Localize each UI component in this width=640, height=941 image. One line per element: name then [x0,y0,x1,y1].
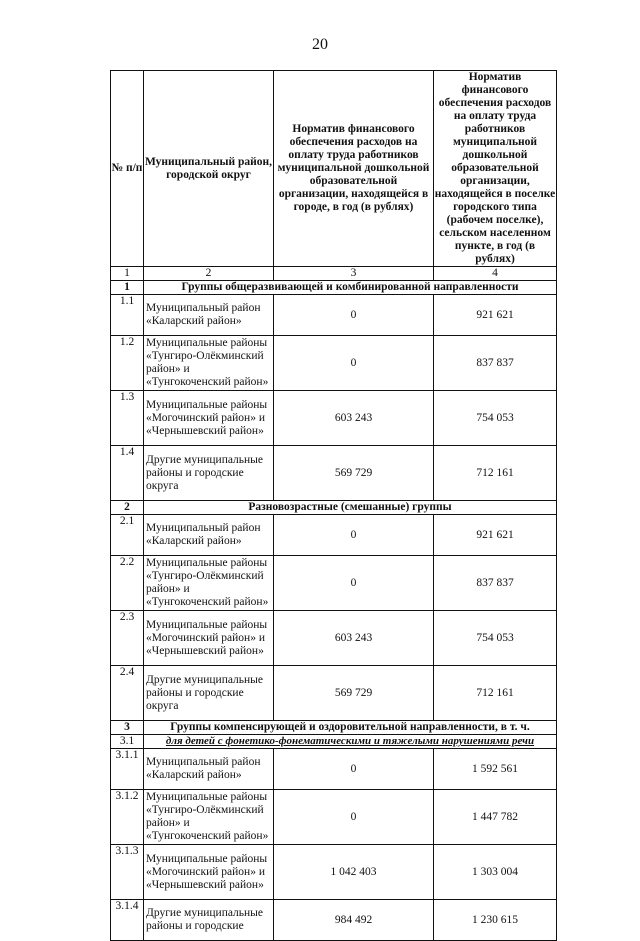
row-city-value: 0 [274,790,434,845]
row-city-value: 569 729 [274,446,434,501]
section-id: 2 [111,501,144,515]
row-village-value: 837 837 [434,336,557,391]
row-city-value: 1 042 403 [274,845,434,900]
subsection-id: 3.1 [111,735,144,749]
header-village: Норматив финансового обеспечения расходов на оплату труда работников муниципальной дошкольной образовательной организации, находящейся в поселке городского типа (рабочем поселке), сельском населенном пункте, в год (в рублях) [434,71,556,265]
table-row [111,845,557,900]
column-number-row [111,267,557,281]
row-district: Муниципальные районы «Тунгиро-Олёкминский район» и «Тунгокоченский район» [144,336,274,391]
row-id: 2.4 [111,666,144,721]
row-district: Муниципальные районы «Могочинский район» и «Чернышевский район» [144,845,274,900]
header-num: № п/п [111,71,144,267]
row-city-value: 0 [274,515,434,556]
table-row [111,295,557,336]
row-district: Муниципальные районы «Могочинский район» и «Чернышевский район» [144,611,274,666]
table-row [111,515,557,556]
section-row [111,281,557,295]
row-village-value: 1 592 561 [434,749,557,790]
column-number: 1 [111,267,144,281]
section-id: 1 [111,281,144,295]
row-city-value: 984 492 [274,900,434,941]
column-number: 4 [434,267,557,281]
table-row [111,611,557,666]
row-city-value: 603 243 [274,611,434,666]
row-village-value: 1 447 782 [434,790,557,845]
subsection-title: для детей с фонетико-фонематическими и тяжелыми нарушениями речи [144,735,557,749]
row-id: 2.1 [111,515,144,556]
table-header-row [111,71,557,267]
header-city: Норматив финансового обеспечения расходов на оплату труда работников муниципальной дошкольной образовательной организации, находящейся в городе, в год (в рублях) [274,71,434,267]
row-village-value: 754 053 [434,391,557,446]
column-number: 3 [274,267,434,281]
table-row [111,749,557,790]
subsection-row [111,735,557,749]
row-district: Другие муниципальные районы и городские [144,900,274,941]
table-row [111,790,557,845]
page-number: 20 [312,36,328,53]
section-row [111,721,557,735]
column-number: 2 [144,267,274,281]
row-id: 3.1.4 [111,900,144,941]
row-id: 1.3 [111,391,144,446]
row-district: Другие муниципальные районы и городские округа [144,666,274,721]
section-title: Группы компенсирующей и оздоровительной направленности, в т. ч. [144,721,557,735]
row-village-value: 712 161 [434,666,557,721]
row-district: Другие муниципальные районы и городские округа [144,446,274,501]
row-village-value: 754 053 [434,611,557,666]
row-id: 1.4 [111,446,144,501]
row-village-value: 712 161 [434,446,557,501]
row-city-value: 603 243 [274,391,434,446]
row-district: Муниципальный район «Каларский район» [144,515,274,556]
section-title: Группы общеразвивающей и комбинированной направленности [144,281,557,295]
row-id: 3.1.1 [111,749,144,790]
row-district: Муниципальные районы «Тунгиро-Олёкминский район» и «Тунгокоченский район» [144,556,274,611]
header-district: Муниципальный район, городской округ [144,71,274,267]
table-row [111,336,557,391]
table-row [111,900,557,941]
table-row [111,666,557,721]
row-district: Муниципальный район «Каларский район» [144,749,274,790]
row-district: Муниципальные районы «Тунгиро-Олёкминский район» и «Тунгокоченский район» [144,790,274,845]
row-district: Муниципальный район «Каларский район» [144,295,274,336]
row-village-value: 921 621 [434,295,557,336]
row-city-value: 0 [274,336,434,391]
row-village-value: 837 837 [434,556,557,611]
section-id: 3 [111,721,144,735]
norm-table [110,70,557,941]
row-village-value: 1 303 004 [434,845,557,900]
row-city-value: 0 [274,556,434,611]
row-city-value: 0 [274,749,434,790]
table-row [111,446,557,501]
table-row [111,556,557,611]
row-district: Муниципальные районы «Могочинский район» и «Чернышевский район» [144,391,274,446]
table-row [111,391,557,446]
row-id: 2.2 [111,556,144,611]
row-city-value: 569 729 [274,666,434,721]
section-title: Разновозрастные (смешанные) группы [144,501,557,515]
section-row [111,501,557,515]
row-id: 1.1 [111,295,144,336]
row-id: 1.2 [111,336,144,391]
row-village-value: 921 621 [434,515,557,556]
row-city-value: 0 [274,295,434,336]
row-id: 2.3 [111,611,144,666]
row-id: 3.1.3 [111,845,144,900]
row-village-value: 1 230 615 [434,900,557,941]
row-id: 3.1.2 [111,790,144,845]
